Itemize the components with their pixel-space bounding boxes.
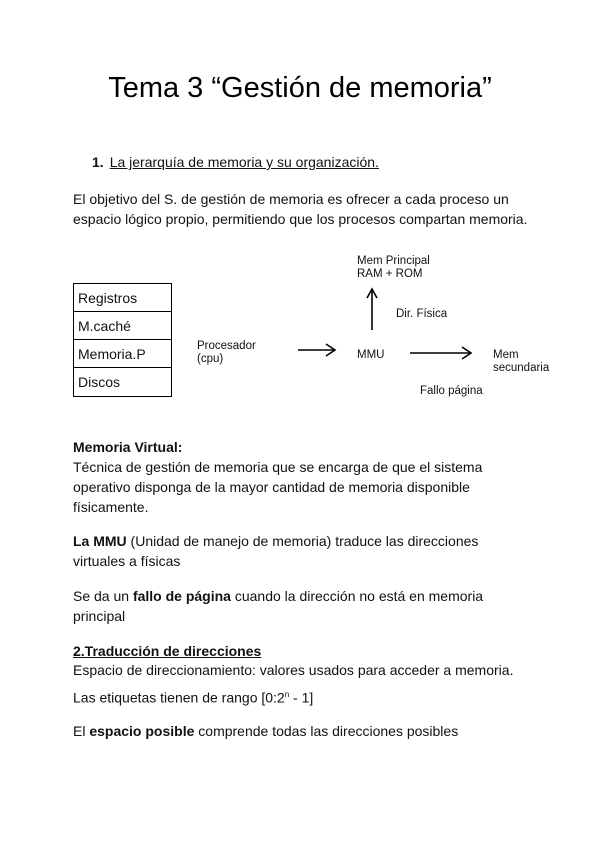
secondary-line-2: secundaria (493, 362, 550, 374)
possible-post: comprende todas las direcciones posibles (194, 723, 459, 739)
fault-paragraph (73, 586, 533, 626)
fault-post: cuando la dirección no está en memoria principal (73, 588, 484, 624)
section-2-line-1: Espacio de direccionamiento: valores usados para acceder a memoria. (73, 662, 514, 678)
page-fault-label: Fallo página (420, 385, 483, 397)
processor-line-2: (cpu) (197, 353, 224, 365)
intro-paragraph: El objetivo del S. de gestión de memoria es ofrecer a cada proceso un espacio lógico propio, permitiendo que los procesos compartan memoria. (73, 191, 528, 227)
virtual-memory-block (73, 437, 543, 517)
mmu-label: MMU (357, 349, 385, 361)
range-exponent: n (284, 690, 290, 699)
secondary-line-1: Mem (493, 349, 519, 361)
fault-pre: Se da un (73, 588, 133, 604)
section-2-line-2 (73, 685, 553, 708)
physical-dir-label: Dir. Física (396, 308, 448, 320)
virtual-memory-heading: Memoria Virtual: (73, 439, 183, 455)
hierarchy-cell-registros: Registros (74, 284, 171, 312)
section-1-number: 1. (92, 154, 104, 170)
mmu-bold: La MMU (73, 533, 127, 549)
mmu-rest: (Unidad de manejo de memoria) traduce las direcciones virtuales a físicas (73, 533, 479, 569)
possible-pre: El (73, 723, 90, 739)
main-memory-line-1: Mem Principal (357, 255, 430, 267)
section-2-title: 2.Traducción de direcciones (73, 643, 262, 659)
hierarchy-cell-memoria: Memoria.P (74, 340, 171, 368)
section-2-heading (73, 641, 261, 661)
main-memory-line-2: RAM + ROM (357, 268, 423, 280)
range-post: - 1] (289, 689, 314, 706)
possible-space-paragraph (73, 721, 553, 741)
mmu-paragraph (73, 531, 533, 571)
possible-bold: espacio posible (89, 723, 195, 739)
fault-bold: fallo de página (132, 588, 231, 604)
virtual-memory-text: Técnica de gestión de memoria que se encarga de que el sistema operativo disponga de la mayor cantidad de memoria disponible físicamente. (73, 459, 483, 515)
hierarchy-cell-discos: Discos (78, 374, 121, 390)
hierarchy-cell-cache: M.caché (74, 312, 171, 340)
range-pre: Las etiquetas tienen de rango [0:2 (73, 689, 285, 706)
page-title: Tema 3 “Gestión de memoria” (108, 72, 492, 104)
processor-line-1: Procesador (197, 340, 256, 352)
section-1-title: La jerarquía de memoria y su organización. (109, 154, 379, 170)
